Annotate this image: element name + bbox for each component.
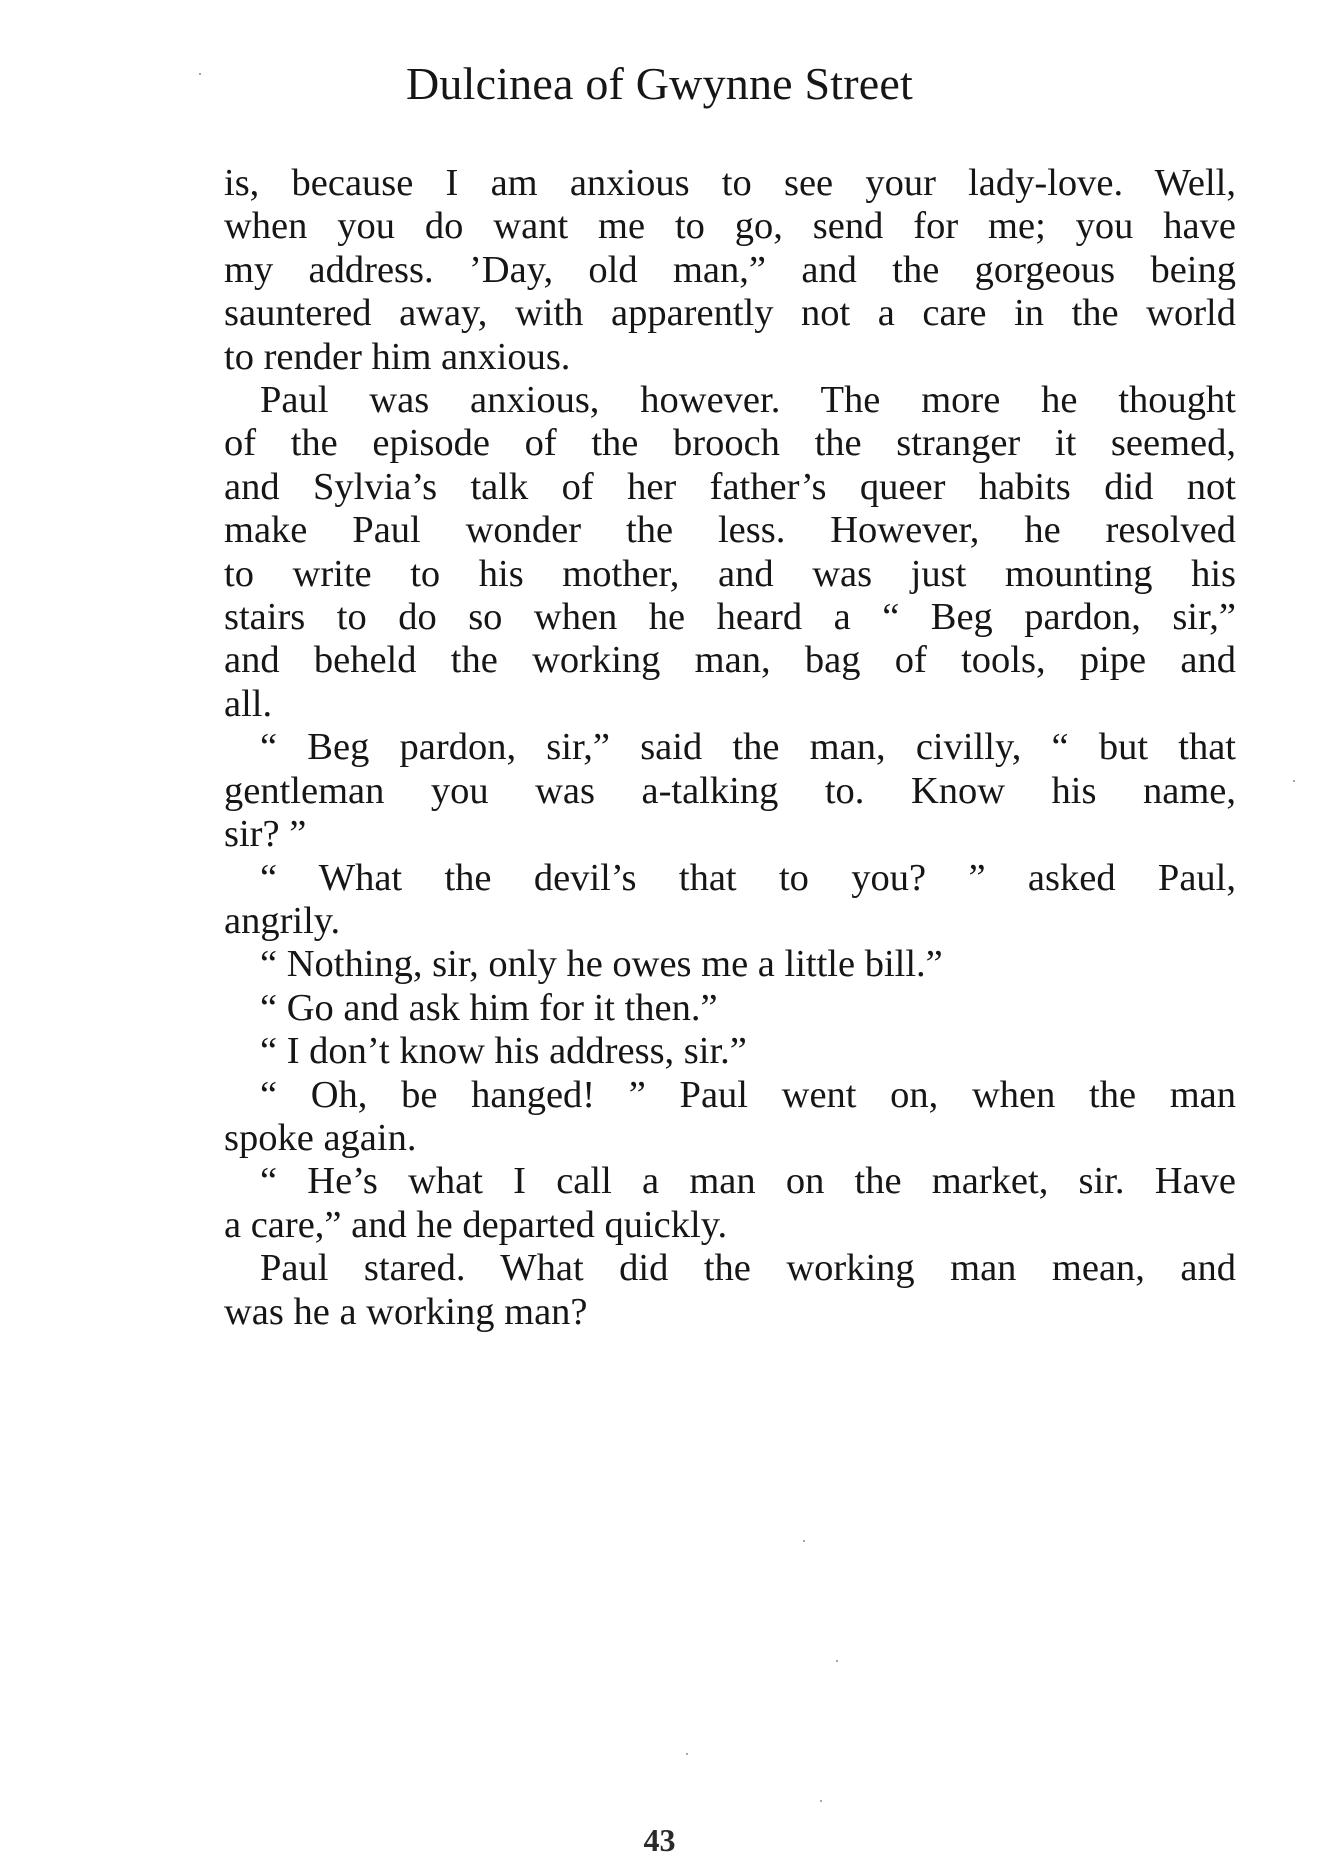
text-line: my address. ’Day, old man,” and the gorgeous being — [224, 248, 1236, 291]
paragraph — [224, 987, 1236, 1030]
paragraph — [224, 162, 1236, 379]
text-line: stairs to do so when he heard a “ Beg pardon, sir,” — [224, 596, 1236, 639]
paragraph — [224, 1247, 1236, 1334]
paragraph — [224, 1160, 1236, 1247]
text-line: to write to his mother, and was just mounting his — [224, 552, 1236, 595]
scan-speck — [803, 1540, 805, 1542]
paragraph — [224, 726, 1236, 856]
text-line: “ What the devil’s that to you? ” asked Paul, — [260, 856, 1236, 899]
paragraph — [224, 1074, 1236, 1161]
text-line: all. — [224, 682, 273, 725]
paragraph — [224, 857, 1236, 944]
page-number: 43 — [643, 1822, 676, 1858]
text-line: sir? ” — [224, 813, 307, 856]
paragraph — [224, 379, 1236, 726]
text-line: Paul was anxious, however. The more he thought — [260, 379, 1236, 422]
running-head: Dulcinea of Gwynne Street — [405, 58, 913, 109]
text-line: to render him anxious. — [224, 335, 571, 378]
text-line: Paul stared. What did the working man mean, and — [260, 1247, 1236, 1290]
text-line: angrily. — [224, 899, 341, 942]
text-line: make Paul wonder the less. However, he resolved — [224, 509, 1236, 552]
scan-speck — [199, 73, 201, 75]
text-line: “ Beg pardon, sir,” said the man, civilly, “ but that — [260, 726, 1236, 769]
body-text — [224, 162, 1236, 1334]
text-line: of the episode of the brooch the stranger it seemed, — [224, 422, 1236, 465]
text-line: sauntered away, with apparently not a care in the world — [224, 292, 1236, 335]
text-line: spoke again. — [224, 1116, 417, 1159]
paragraph — [224, 1030, 1236, 1073]
text-line: gentleman you was a-talking to. Know his name, — [224, 769, 1236, 812]
scan-speck — [836, 1660, 838, 1662]
paragraph — [224, 943, 1236, 986]
text-line: “ Oh, be hanged! ” Paul went on, when the man — [260, 1073, 1236, 1116]
text-line: a care,” and he departed quickly. — [224, 1203, 728, 1246]
scan-speck — [820, 1800, 822, 1802]
scan-speck — [1293, 780, 1295, 782]
text-line: and beheld the working man, bag of tools, pipe and — [224, 639, 1236, 682]
scan-speck — [686, 1753, 688, 1755]
text-line: and Sylvia’s talk of her father’s queer habits did not — [224, 465, 1236, 508]
text-line: when you do want me to go, send for me; you have — [224, 205, 1236, 248]
text-line: “ Nothing, sir, only he owes me a little bill.” — [260, 943, 943, 986]
text-line: “ He’s what I call a man on the market, sir. Have — [260, 1160, 1236, 1203]
text-line: “ I don’t know his address, sir.” — [260, 1030, 747, 1073]
text-line: is, because I am anxious to see your lady-love. Well, — [224, 162, 1236, 204]
text-line: “ Go and ask him for it then.” — [260, 986, 718, 1029]
text-line: was he a working man? — [224, 1290, 588, 1333]
